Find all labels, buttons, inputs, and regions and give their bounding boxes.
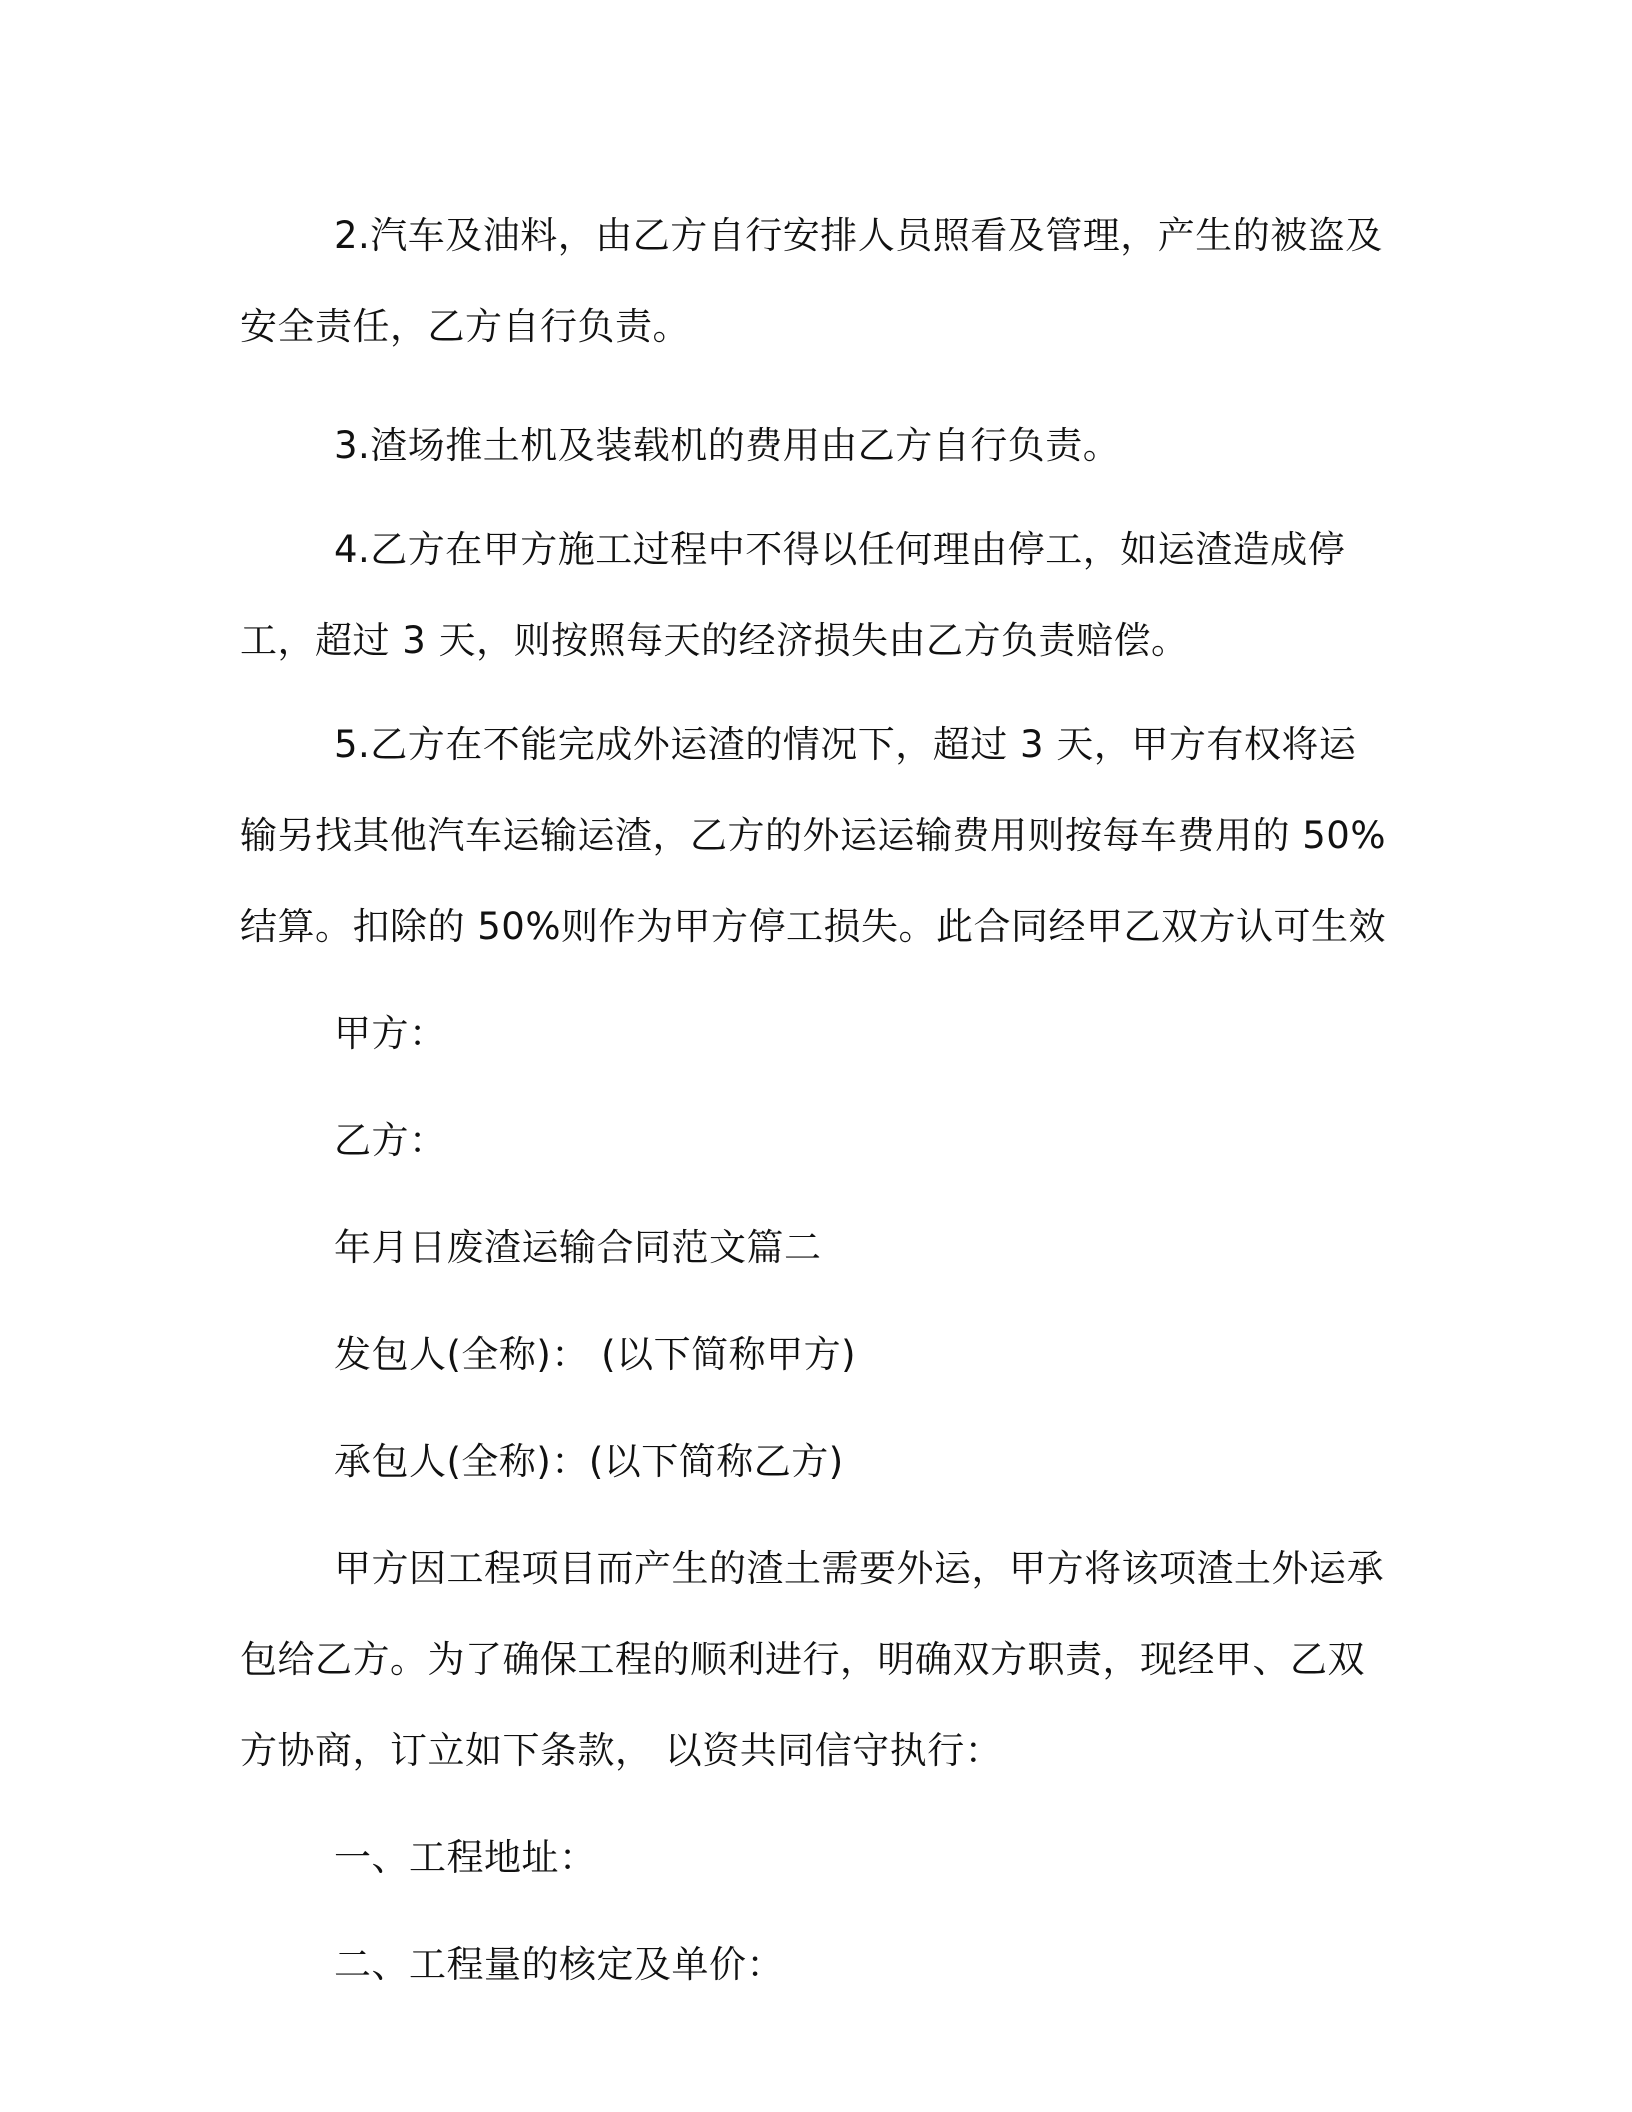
article-2-heading: 二、工程量的核定及单价：	[334, 1943, 784, 1986]
document-page	[240, 190, 1390, 2010]
clause-4-paragraph: 4.乙方在甲方施工过程中不得以任何理由停工，如运渣造成停工，超过 3 天，则按照每天的经济损失由乙方负责赔偿。	[240, 528, 1346, 662]
article-1-heading: 一、工程地址：	[334, 1836, 597, 1879]
party-b-signature-line: 乙方：	[334, 1119, 447, 1162]
contractor-line: 承包人(全称)：(以下简称乙方)	[334, 1440, 844, 1483]
section-title: 年月日废渣运输合同范文篇二	[334, 1226, 822, 1269]
clause-3-paragraph: 3.渣场推土机及装载机的费用由乙方自行负责。	[334, 424, 1121, 467]
clause-2-paragraph: 2.汽车及油料，由乙方自行安排人员照看及管理，产生的被盗及安全责任，乙方自行负责。	[240, 214, 1383, 348]
preamble-paragraph: 甲方因工程项目而产生的渣土需要外运，甲方将该项渣土外运承包给乙方。为了确保工程的顺利进行，明确双方职责，现经甲、乙双方协商，订立如下条款， 以资共同信守执行：	[240, 1547, 1384, 1772]
employer-line: 发包人(全称)： (以下简称甲方)	[334, 1333, 857, 1376]
clause-5-paragraph: 5.乙方在不能完成外运渣的情况下，超过 3 天，甲方有权将运输另找其他汽车运输运渣，乙方的外运运输费用则按每车费用的 50%结算。扣除的 50%则作为甲方停工损失。此合同经甲乙双方认可生效	[240, 723, 1386, 948]
party-a-signature-line: 甲方：	[334, 1012, 447, 1055]
